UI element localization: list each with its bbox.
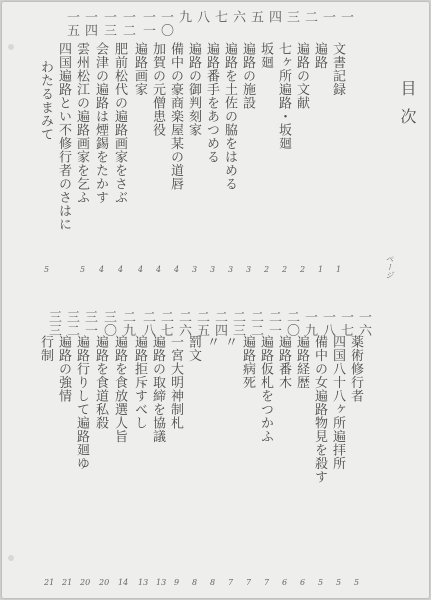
page-number: 4 [174,265,180,274]
toc-entry-number: 二七 [158,310,173,337]
toc-entry-number: 一三 [101,10,116,37]
toc-entry-number: 一八 [320,310,335,337]
page-number: 4 [138,265,144,274]
toc-entry-number: 二二 [248,310,263,337]
toc-entry: わたるまみて [38,60,53,141]
page-number: 1 [336,265,342,274]
toc-entry: 遍路行りして遍路廻ゆ [74,335,89,470]
page-number: 2 [282,265,288,274]
toc-entry-number: 一〇 [158,10,173,37]
toc-entry-number: 三〇 [101,310,116,337]
toc-entry-number: 七 [212,10,227,24]
toc-entry-number: 三三 [46,310,61,337]
page-number: 4 [99,265,105,274]
toc-entry: 〃 [222,335,237,349]
page-number: 20 [80,578,91,587]
page-number: 9 [174,578,180,587]
toc-entry: 七ヶ所遍路・坂廻 [276,42,291,150]
page-number: 5 [44,265,50,274]
toc-entry-number: 四 [266,10,281,24]
toc-entry-number: 一 [338,10,353,24]
toc-entry: 遍路画家 [132,42,147,96]
toc-entry-number: 八 [194,10,209,24]
toc-entry: 〃 [204,335,219,349]
toc-entry-number: 五 [248,10,263,24]
page-number: 21 [62,578,73,587]
page-number: 21 [44,578,55,587]
toc-entry-number: 三 [284,10,299,24]
page-number: 6 [300,578,306,587]
toc-entry: 遍路を食道私殺 [93,335,108,430]
toc-entry-number: 二八 [140,310,155,337]
page-number: 1 [318,265,324,274]
toc-entry: 遍路 [312,42,327,69]
toc-entry-number: 一六 [356,310,371,337]
toc-entry: 一宮大明神制札 [168,335,183,430]
toc-entry: 遍路の文献 [294,42,309,110]
toc-entry-number: 一一 [140,10,155,37]
page-number: 6 [282,578,288,587]
page-number: 8 [192,578,198,587]
toc-entry-number: 三二 [64,310,79,337]
toc-entry-number: 二六 [176,310,191,337]
toc-entry: 遍路の御判刻家 [186,42,201,137]
page-number: 3 [192,265,198,274]
toc-entry-number: 一五 [64,10,79,37]
page-title: 目次 [398,80,417,136]
page-column-label: ページ [385,255,394,279]
page-number: 5 [354,578,360,587]
toc-entry: 遍路の強情 [56,335,71,403]
page-number: 7 [264,578,270,587]
page-number: 5 [80,265,86,274]
page-number: 2 [300,265,306,274]
toc-entry: 備中の女遍路物見を殺す [312,335,327,484]
page-number: 3 [210,265,216,274]
toc-entry-number: 一 [320,10,335,24]
page-number: 3 [228,265,234,274]
toc-entry-number: 一四 [82,10,97,37]
toc-entry-number: 二一 [266,310,281,337]
page-number: 13 [156,578,167,587]
toc-entry-number: 二三 [230,310,245,337]
toc-entry: 行制 [38,335,53,362]
page-number: 5 [336,578,342,587]
page-number: 20 [99,578,110,587]
toc-entry: 四国八十八ヶ所遍拝所 [330,335,345,470]
toc-entry: 遍路番木 [276,335,291,389]
toc-entry-number: 六 [230,10,245,24]
toc-entry-number: 三一 [82,310,97,337]
toc-entry: 遍路番手をあつめる [204,42,219,164]
page-number: 13 [138,578,149,587]
toc-entry: 遍路の取締を協議 [150,335,165,443]
toc-entry: 会津の遍路は煙錫をたかす [93,42,108,204]
toc-entry: 遍路を食放選人旨 [112,335,127,443]
page-number: 3 [246,265,252,274]
toc-entry-number: 二四 [212,310,227,337]
toc-entry-number: 一二 [120,10,135,37]
toc-entry: 遍路の施設 [240,42,255,110]
binding-hole [8,44,14,50]
toc-entry: 四国遍路とい不修行者のさはに [56,42,71,231]
toc-entry: 備中の豪商楽屋某の道唇 [168,42,183,191]
toc-entry: 遍路経歴 [294,335,309,389]
toc-entry: 薬術修行者 [348,335,363,403]
page-number: 4 [156,265,162,274]
toc-entry-number: 九 [176,10,191,24]
toc-entry-number: 二九 [120,310,135,337]
toc-entry: 文書記録 [330,42,345,96]
toc-entry: 罰文 [186,335,201,362]
toc-entry: 雲州松江の遍路画家を乞ふ [74,42,89,204]
toc-entry-number: 二 [302,10,317,24]
page-number: 4 [118,265,124,274]
page-number: 7 [228,578,234,587]
toc-entry: 遍路病死 [240,335,255,389]
toc-entry-number: 二五 [194,310,209,337]
toc-entry-number: 一七 [338,310,353,337]
page-number: 8 [210,578,216,587]
toc-entry: 遍路仮札をつかふ [258,335,273,443]
toc-entry-number: 一九 [302,310,317,337]
page-number: 14 [118,578,129,587]
toc-entry: 遍路拒斥すべし [132,335,147,430]
toc-entry: 加賀の元僧患役 [150,42,165,137]
toc-entry: 肥前松代の遍路画家をさぶ [112,42,127,204]
toc-entry-number: 二〇 [284,310,299,337]
toc-entry: 遍路を土佐の脇をはめる [222,42,237,191]
toc-entry: 坂廻 [258,42,273,69]
binding-hole [8,555,14,561]
page-number: 5 [318,578,324,587]
page-number: 2 [264,265,270,274]
page-number: 7 [246,578,252,587]
